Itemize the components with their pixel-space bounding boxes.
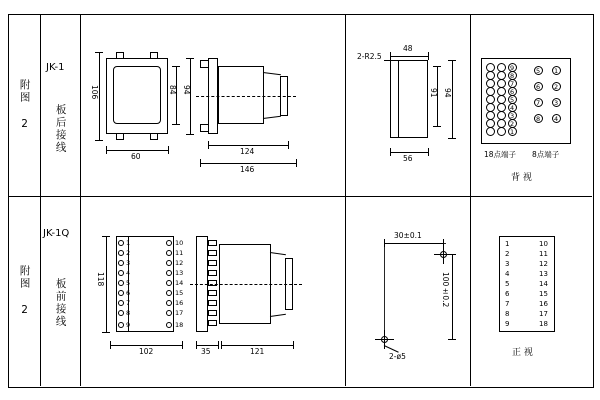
row2-term-left-6: 6 xyxy=(505,290,510,298)
row2-term-right-16: 16 xyxy=(539,300,548,308)
row2-dim-100-tick-t xyxy=(448,254,456,255)
row2-left-label-text: 附图 2 xyxy=(18,264,31,318)
row1-terminal-18pt-num-7: 3 xyxy=(510,112,515,120)
row2-model-text: JK-1Q xyxy=(43,228,70,239)
row1-front-dim-106-line xyxy=(99,52,100,140)
row1-terminal-18pt-num-4: 6 xyxy=(510,88,515,96)
row1-front-bottom-tab-right xyxy=(150,133,158,140)
row1-terminal-8pt-caption: 8点端子 xyxy=(532,150,560,159)
row2-term-right-13: 13 xyxy=(539,270,548,278)
row2-front-left-num-6: 6 xyxy=(126,289,131,297)
table-col-divider-2 xyxy=(80,14,81,386)
row2-front-right-num-14: 14 xyxy=(175,279,184,287)
row1-cutout-dim-56-line xyxy=(390,152,428,153)
row2-dim-30-line xyxy=(384,243,443,244)
row2-front-dim-118-tick-b xyxy=(102,332,110,333)
row1-front-dim-60-line xyxy=(106,150,168,151)
row1-front-dim-60-tick-l xyxy=(106,146,107,154)
row1-side-dim-124-tick-l xyxy=(208,141,209,149)
row1-left-label-text: 附图 2 xyxy=(18,78,31,132)
row1-cutout-dim-48-tick-r xyxy=(428,52,429,60)
row1-front-dim-94-tick-bot xyxy=(186,134,194,135)
row2-front-left-num-2: 2 xyxy=(126,249,131,257)
row1-front-dim-106-tick-bot xyxy=(95,140,103,141)
table-col-divider-3 xyxy=(345,14,346,386)
row1-cutout-dim-56-tick-r xyxy=(428,148,429,156)
row1-front-top-tab-left xyxy=(116,52,124,59)
row2-front-left-num-9: 9 xyxy=(126,321,131,329)
row2-dim-100-line xyxy=(452,254,453,339)
row1-terminal-18pt-caption: 18点端子 xyxy=(484,150,517,159)
row2-front-left-num-4: 4 xyxy=(126,269,131,277)
row1-cutout-dim-56: 56 xyxy=(403,154,413,163)
row1-terminal-18pt-num-3: 7 xyxy=(510,80,515,88)
row1-front-dim-60-tick-r xyxy=(168,146,169,154)
row2-front-dim-102: 102 xyxy=(139,347,154,356)
table-row-divider xyxy=(8,196,592,197)
row1-cutout-dim-94-tick-b xyxy=(448,138,456,139)
row1-front-inner-plate xyxy=(113,66,161,124)
row1-wiring xyxy=(40,74,80,184)
row2-term-right-14: 14 xyxy=(539,280,548,288)
row1-side-dim-124-tick-r xyxy=(288,141,289,149)
row2-front-dim-102-line xyxy=(110,345,182,346)
row2-front-dim-118-line xyxy=(106,236,107,332)
row1-front-dim-84-tick-bot xyxy=(172,124,180,125)
row1-front-dim-94: 94 xyxy=(182,85,191,95)
row2-front-right-num-12: 12 xyxy=(175,259,184,267)
row1-terminal-18pt-num-6: 4 xyxy=(510,104,515,112)
row1-front-dim-84-tick-top xyxy=(172,66,180,67)
row1-side-dim-146-tick-r xyxy=(296,159,297,167)
row1-terminal-8pt-num-7: 7 xyxy=(536,99,541,107)
row1-front-bottom-tab-left xyxy=(116,133,124,140)
row1-front-dim-60: 60 xyxy=(131,152,141,161)
row2-side-dim-121-tick-l xyxy=(221,341,222,349)
row1-side-dim-146-tick-l xyxy=(200,159,201,167)
row1-model-text: JK-1 xyxy=(46,62,65,73)
row1-terminal-18pt-num-9: 1 xyxy=(510,128,515,136)
row1-cutout-dim-94-line xyxy=(452,60,453,138)
row1-cutout-dim-91-tick-t xyxy=(433,66,441,67)
row2-side-dim-121: 121 xyxy=(250,347,265,356)
row2-term-left-3: 3 xyxy=(505,260,510,268)
row2-dim-30: 30±0.1 xyxy=(394,231,422,240)
row1-terminal-8pt-num-5: 5 xyxy=(536,67,541,75)
row2-term-left-4: 4 xyxy=(505,270,510,278)
row2-ext-left xyxy=(384,243,385,338)
row2-front-left-num-3: 3 xyxy=(126,259,131,267)
row1-front-dim-106: 106 xyxy=(90,85,99,100)
row1-terminal-18pt-num-8: 2 xyxy=(510,120,515,128)
row2-front-right-num-18: 18 xyxy=(175,321,184,329)
row1-terminal-8pt-num-6: 6 xyxy=(536,83,541,91)
row1-terminal-8pt-num-4: 4 xyxy=(554,115,559,123)
row2-front-dim-118: 118 xyxy=(96,272,105,287)
row1-cutout-dim-94-tick-t xyxy=(448,60,456,61)
row1-cutout-radius-leader xyxy=(384,60,394,61)
row1-terminal-18pt-num-5: 5 xyxy=(510,96,515,104)
row2-term-right-15: 15 xyxy=(539,290,548,298)
row1-cutout-outline xyxy=(390,60,428,138)
row2-front-dim-102-tick-l xyxy=(110,341,111,349)
row1-front-dim-94-line xyxy=(190,58,191,134)
row2-front-right-num-15: 15 xyxy=(175,289,184,297)
row2-front-left-num-5: 5 xyxy=(126,279,131,287)
row1-terminal-8pt-num-8: 8 xyxy=(536,115,541,123)
row1-terminal-18pt-num-1: 9 xyxy=(510,64,515,72)
row2-hole-note: 2-ø5 xyxy=(389,352,406,361)
row2-term-right-12: 12 xyxy=(539,260,548,268)
row2-dim-30-tick-l xyxy=(384,239,385,247)
table-col-divider-4 xyxy=(470,14,471,386)
row1-side-dim-124: 124 xyxy=(240,147,255,156)
row2-front-left-num-1: 1 xyxy=(126,239,131,247)
row1-side-dim-146-line xyxy=(200,163,296,164)
row2-dim-100: 100±0.2 xyxy=(441,272,450,308)
row2-wiring xyxy=(40,248,80,358)
row2-terminal-view-caption: 正 视 xyxy=(512,348,533,358)
row2-front-right-num-17: 17 xyxy=(175,309,184,317)
row2-side-dim-35-tick-r xyxy=(218,341,219,349)
row1-side-centerline xyxy=(196,96,296,97)
row2-term-right-17: 17 xyxy=(539,310,548,318)
row2-wiring-text: 板前接线 xyxy=(54,278,67,328)
row1-cutout-dim-91: 91 xyxy=(429,88,438,98)
row1-terminal-18pt-num-2: 8 xyxy=(510,72,515,80)
row1-wiring-text: 板后接线 xyxy=(54,104,67,154)
row1-cutout-dim-48-line xyxy=(390,56,428,57)
row1-front-dim-106-tick-top xyxy=(95,52,103,53)
row2-side-centerline xyxy=(190,284,302,285)
row2-side-dim-121-line xyxy=(221,345,293,346)
row1-terminal-8pt-num-2: 2 xyxy=(554,83,559,91)
row2-front-right-num-11: 11 xyxy=(175,249,184,257)
row1-cutout-dim-94: 94 xyxy=(443,88,452,98)
row2-front-right-num-13: 13 xyxy=(175,269,184,277)
row2-term-left-1: 1 xyxy=(505,240,510,248)
row1-cutout-dim-48: 48 xyxy=(403,44,413,53)
row2-side-dim-35-tick-l xyxy=(196,341,197,349)
row1-terminal-8pt-num-3: 3 xyxy=(554,99,559,107)
row1-cutout-dim-48-tick-l xyxy=(390,52,391,60)
row1-cutout-inner-line xyxy=(398,60,399,138)
row2-term-left-2: 2 xyxy=(505,250,510,258)
row1-terminal-view-caption: 背 视 xyxy=(511,173,532,183)
row2-front-dim-102-tick-r xyxy=(182,341,183,349)
row2-side-dim-35-line xyxy=(196,345,218,346)
row2-term-right-10: 10 xyxy=(539,240,548,248)
row1-cutout-dim-56-tick-l xyxy=(390,148,391,156)
row1-left-label xyxy=(8,14,40,196)
row2-term-right-18: 18 xyxy=(539,320,548,328)
row1-side-dim-146: 146 xyxy=(240,165,255,174)
row1-cutout-radius-note: 2-R2.5 xyxy=(357,52,382,61)
row2-dim-30-tick-r xyxy=(443,239,444,247)
row2-term-left-8: 8 xyxy=(505,310,510,318)
row2-term-left-7: 7 xyxy=(505,300,510,308)
row2-front-dim-118-tick-t xyxy=(102,236,110,237)
row2-side-dim-35: 35 xyxy=(201,347,211,356)
row2-side-dim-121-tick-r xyxy=(293,341,294,349)
row2-front-left-num-8: 8 xyxy=(126,309,131,317)
row1-front-dim-84: 84 xyxy=(168,85,177,95)
row2-term-left-5: 5 xyxy=(505,280,510,288)
row1-front-dim-84-line xyxy=(176,66,177,124)
row1-side-dim-124-line xyxy=(208,145,288,146)
row2-front-left-num-7: 7 xyxy=(126,299,131,307)
row1-side-body xyxy=(218,66,264,124)
row2-left-label xyxy=(8,196,40,386)
row1-side-tab-top xyxy=(200,60,209,68)
row1-cutout-dim-91-tick-b xyxy=(433,126,441,127)
row1-front-dim-94-tick-top xyxy=(186,58,194,59)
row1-terminal-8pt-num-1: 1 xyxy=(554,67,559,75)
row2-dim-100-tick-b xyxy=(448,339,456,340)
row2-term-left-9: 9 xyxy=(505,320,510,328)
row2-term-right-11: 11 xyxy=(539,250,548,258)
row1-front-top-tab-right xyxy=(150,52,158,59)
row2-front-right-num-10: 10 xyxy=(175,239,184,247)
row1-side-tab-bottom xyxy=(200,124,209,132)
row2-front-right-num-16: 16 xyxy=(175,299,184,307)
